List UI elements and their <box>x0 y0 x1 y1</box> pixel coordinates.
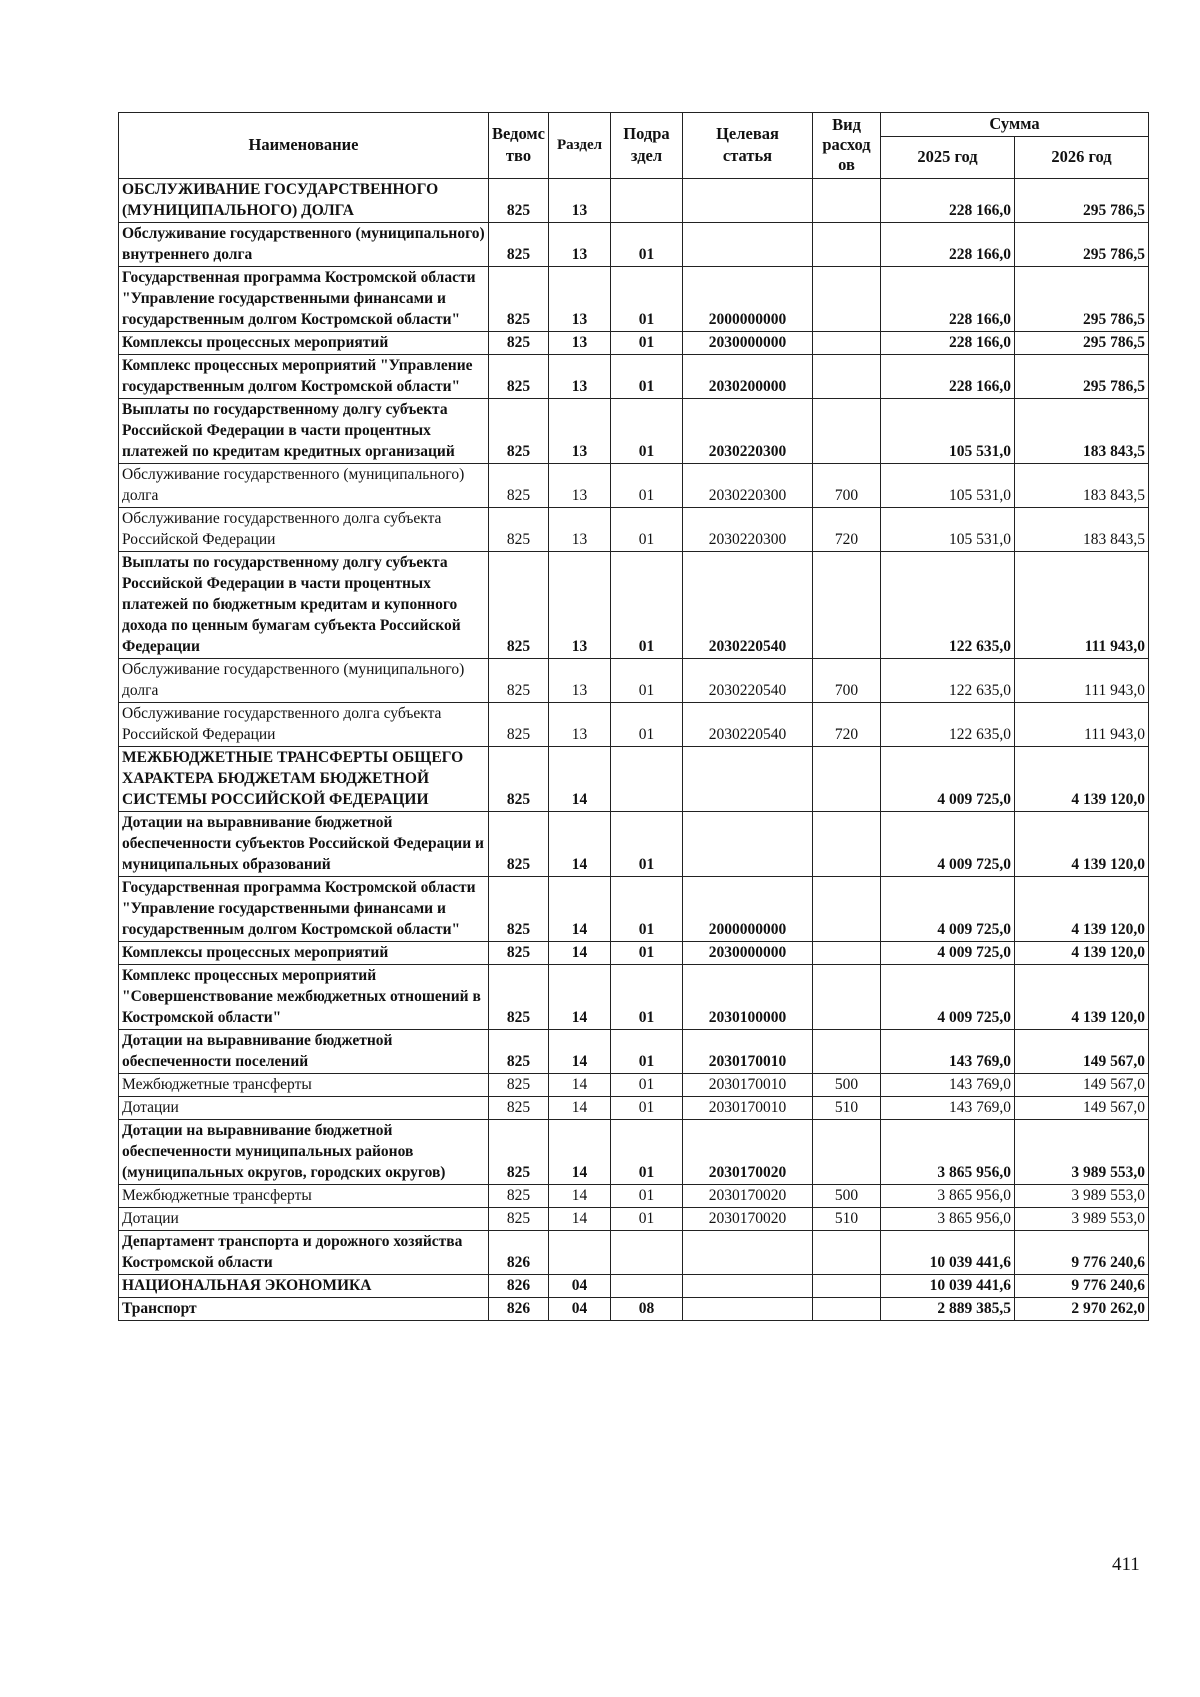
row-ved-cell: 825 <box>489 703 549 747</box>
row-expense-type-cell <box>813 1275 881 1298</box>
row-name-cell: Транспорт <box>119 1298 489 1321</box>
row-podrazdel-cell: 01 <box>611 332 683 355</box>
table-row <box>119 1074 1149 1097</box>
row-target-article-cell: 2030170020 <box>683 1185 813 1208</box>
table-row <box>119 965 1149 1030</box>
row-sum-2025-cell: 4 009 725,0 <box>881 747 1015 812</box>
row-podrazdel-cell: 01 <box>611 1185 683 1208</box>
row-expense-type-cell: 700 <box>813 659 881 703</box>
row-ved-cell: 825 <box>489 1074 549 1097</box>
row-ved-cell: 825 <box>489 179 549 223</box>
row-sum-2026-cell: 4 139 120,0 <box>1015 812 1149 877</box>
row-podrazdel-cell: 01 <box>611 812 683 877</box>
row-target-article-cell: 2030100000 <box>683 965 813 1030</box>
row-target-article-cell: 2030170020 <box>683 1120 813 1185</box>
row-expense-type-cell <box>813 1231 881 1275</box>
row-expense-type-cell: 500 <box>813 1074 881 1097</box>
row-ved-cell: 826 <box>489 1231 549 1275</box>
row-podrazdel-cell: 01 <box>611 877 683 942</box>
row-podrazdel-cell: 01 <box>611 659 683 703</box>
row-name-cell: Межбюджетные трансферты <box>119 1185 489 1208</box>
row-name-cell: Обслуживание государственного (муниципального) долга <box>119 659 489 703</box>
table-row <box>119 355 1149 399</box>
row-target-article-cell: 2030220300 <box>683 508 813 552</box>
row-ved-cell: 825 <box>489 942 549 965</box>
row-sum-2026-cell: 4 139 120,0 <box>1015 965 1149 1030</box>
row-name-cell: Выплаты по государственному долгу субъекта Российской Федерации в части процентных платежей по кредитам кредитных организаций <box>119 399 489 464</box>
row-podrazdel-cell <box>611 1275 683 1298</box>
row-podrazdel-cell <box>611 179 683 223</box>
row-sum-2026-cell: 3 989 553,0 <box>1015 1208 1149 1231</box>
table-row <box>119 267 1149 332</box>
row-sum-2025-cell: 143 769,0 <box>881 1074 1015 1097</box>
row-sum-2025-cell: 3 865 956,0 <box>881 1208 1015 1231</box>
row-target-article-cell <box>683 223 813 267</box>
row-name-cell: Обслуживание государственного долга субъекта Российской Федерации <box>119 508 489 552</box>
row-ved-cell: 826 <box>489 1275 549 1298</box>
row-razdel-cell: 14 <box>549 1097 611 1120</box>
row-podrazdel-cell: 01 <box>611 1074 683 1097</box>
row-ved-cell: 825 <box>489 1030 549 1074</box>
header-ved <box>489 113 549 179</box>
row-target-article-cell <box>683 179 813 223</box>
row-razdel-cell: 04 <box>549 1298 611 1321</box>
row-expense-type-cell <box>813 355 881 399</box>
header-ved-line1: Ведомс <box>492 124 545 143</box>
row-sum-2026-cell: 295 786,5 <box>1015 179 1149 223</box>
page-number: 411 <box>1112 1554 1140 1575</box>
row-sum-2026-cell: 295 786,5 <box>1015 332 1149 355</box>
row-sum-2025-cell: 105 531,0 <box>881 399 1015 464</box>
row-podrazdel-cell <box>611 1231 683 1275</box>
row-sum-2026-cell: 9 776 240,6 <box>1015 1275 1149 1298</box>
header-name: Наименование <box>119 113 489 179</box>
row-expense-type-cell <box>813 1030 881 1074</box>
header-cs-line2: статья <box>722 146 773 165</box>
row-name-cell: Дотации <box>119 1097 489 1120</box>
row-name-cell: ОБСЛУЖИВАНИЕ ГОСУДАРСТВЕННОГО (МУНИЦИПАЛЬНОГО) ДОЛГА <box>119 179 489 223</box>
budget-table <box>118 112 1149 1321</box>
row-name-cell: Дотации на выравнивание бюджетной обеспеченности поселений <box>119 1030 489 1074</box>
header-podr-line1: Подра <box>623 124 670 143</box>
row-podrazdel-cell: 01 <box>611 399 683 464</box>
row-razdel-cell: 14 <box>549 747 611 812</box>
row-ved-cell: 825 <box>489 267 549 332</box>
table-row <box>119 1120 1149 1185</box>
row-ved-cell: 825 <box>489 399 549 464</box>
row-podrazdel-cell: 01 <box>611 942 683 965</box>
row-name-cell: Дотации <box>119 1208 489 1231</box>
table-row <box>119 1097 1149 1120</box>
row-sum-2025-cell: 228 166,0 <box>881 355 1015 399</box>
row-target-article-cell: 2030200000 <box>683 355 813 399</box>
row-sum-2025-cell: 4 009 725,0 <box>881 877 1015 942</box>
row-sum-2025-cell: 228 166,0 <box>881 223 1015 267</box>
header-ved-line2: тво <box>505 146 532 165</box>
header-podr-line2: здел <box>630 146 663 165</box>
row-target-article-cell: 2030220540 <box>683 552 813 659</box>
table-row <box>119 877 1149 942</box>
row-expense-type-cell <box>813 877 881 942</box>
row-ved-cell: 825 <box>489 877 549 942</box>
row-sum-2025-cell: 143 769,0 <box>881 1097 1015 1120</box>
row-target-article-cell: 2030000000 <box>683 332 813 355</box>
header-expense-type <box>813 113 881 179</box>
row-podrazdel-cell: 01 <box>611 552 683 659</box>
table-row <box>119 659 1149 703</box>
table-row <box>119 464 1149 508</box>
row-ved-cell: 825 <box>489 747 549 812</box>
row-expense-type-cell <box>813 812 881 877</box>
row-podrazdel-cell: 01 <box>611 508 683 552</box>
row-sum-2026-cell: 9 776 240,6 <box>1015 1231 1149 1275</box>
row-sum-2026-cell: 111 943,0 <box>1015 659 1149 703</box>
row-podrazdel-cell: 01 <box>611 267 683 332</box>
row-ved-cell: 825 <box>489 552 549 659</box>
table-row <box>119 1275 1149 1298</box>
table-row <box>119 812 1149 877</box>
row-target-article-cell <box>683 1231 813 1275</box>
row-sum-2025-cell: 105 531,0 <box>881 508 1015 552</box>
row-target-article-cell <box>683 1275 813 1298</box>
row-razdel-cell: 13 <box>549 508 611 552</box>
row-sum-2025-cell: 143 769,0 <box>881 1030 1015 1074</box>
row-razdel-cell: 13 <box>549 464 611 508</box>
row-razdel-cell: 04 <box>549 1275 611 1298</box>
header-target-article <box>683 113 813 179</box>
row-expense-type-cell <box>813 552 881 659</box>
row-sum-2025-cell: 4 009 725,0 <box>881 942 1015 965</box>
row-sum-2026-cell: 149 567,0 <box>1015 1030 1149 1074</box>
row-sum-2025-cell: 122 635,0 <box>881 659 1015 703</box>
row-podrazdel-cell: 01 <box>611 1208 683 1231</box>
row-sum-2025-cell: 105 531,0 <box>881 464 1015 508</box>
row-target-article-cell <box>683 747 813 812</box>
row-expense-type-cell <box>813 399 881 464</box>
row-name-cell: Комплекс процессных мероприятий "Управление государственным долгом Костромской области" <box>119 355 489 399</box>
table-row <box>119 332 1149 355</box>
row-ved-cell: 825 <box>489 332 549 355</box>
header-vr-line1: Вид <box>832 115 861 134</box>
row-expense-type-cell: 510 <box>813 1097 881 1120</box>
row-razdel-cell <box>549 1231 611 1275</box>
table-row <box>119 399 1149 464</box>
row-target-article-cell: 2030170010 <box>683 1097 813 1120</box>
row-sum-2025-cell: 228 166,0 <box>881 179 1015 223</box>
header-summa: Сумма <box>881 113 1149 137</box>
header-razdel: Раздел <box>549 113 611 179</box>
row-target-article-cell: 2030220540 <box>683 703 813 747</box>
row-target-article-cell: 2030220300 <box>683 399 813 464</box>
row-expense-type-cell: 510 <box>813 1208 881 1231</box>
row-ved-cell: 825 <box>489 659 549 703</box>
row-name-cell: Обслуживание государственного (муниципального) долга <box>119 464 489 508</box>
row-podrazdel-cell: 01 <box>611 1097 683 1120</box>
row-ved-cell: 825 <box>489 1120 549 1185</box>
row-target-article-cell: 2000000000 <box>683 877 813 942</box>
row-sum-2025-cell: 122 635,0 <box>881 703 1015 747</box>
row-expense-type-cell <box>813 965 881 1030</box>
row-razdel-cell: 13 <box>549 179 611 223</box>
row-sum-2025-cell: 10 039 441,6 <box>881 1275 1015 1298</box>
row-razdel-cell: 14 <box>549 1185 611 1208</box>
row-razdel-cell: 14 <box>549 877 611 942</box>
row-ved-cell: 825 <box>489 464 549 508</box>
header-vr-line2: расход <box>822 135 871 154</box>
table-row <box>119 703 1149 747</box>
row-sum-2026-cell: 111 943,0 <box>1015 703 1149 747</box>
row-podrazdel-cell: 01 <box>611 965 683 1030</box>
table-row <box>119 1208 1149 1231</box>
row-name-cell: Комплексы процессных мероприятий <box>119 942 489 965</box>
row-sum-2025-cell: 3 865 956,0 <box>881 1120 1015 1185</box>
row-razdel-cell: 13 <box>549 223 611 267</box>
table-row <box>119 179 1149 223</box>
row-sum-2025-cell: 10 039 441,6 <box>881 1231 1015 1275</box>
row-target-article-cell: 2030220540 <box>683 659 813 703</box>
row-ved-cell: 825 <box>489 965 549 1030</box>
row-name-cell: Выплаты по государственному долгу субъекта Российской Федерации в части процентных платежей по бюджетным кредитам и купонного дохода по ценным бумагам субъекта Российской Федерации <box>119 552 489 659</box>
table-header <box>119 113 1149 179</box>
row-sum-2026-cell: 183 843,5 <box>1015 464 1149 508</box>
row-razdel-cell: 13 <box>549 267 611 332</box>
row-podrazdel-cell: 01 <box>611 223 683 267</box>
row-expense-type-cell: 700 <box>813 464 881 508</box>
row-razdel-cell: 14 <box>549 1074 611 1097</box>
row-sum-2026-cell: 4 139 120,0 <box>1015 942 1149 965</box>
table-row <box>119 552 1149 659</box>
row-sum-2025-cell: 4 009 725,0 <box>881 965 1015 1030</box>
row-razdel-cell: 14 <box>549 1030 611 1074</box>
row-razdel-cell: 13 <box>549 355 611 399</box>
row-expense-type-cell <box>813 267 881 332</box>
row-sum-2026-cell: 295 786,5 <box>1015 355 1149 399</box>
row-razdel-cell: 14 <box>549 812 611 877</box>
header-cs-line1: Целевая <box>716 124 779 143</box>
row-sum-2026-cell: 111 943,0 <box>1015 552 1149 659</box>
budget-table-container <box>118 112 1148 1321</box>
row-expense-type-cell: 500 <box>813 1185 881 1208</box>
row-expense-type-cell <box>813 1120 881 1185</box>
row-sum-2026-cell: 295 786,5 <box>1015 223 1149 267</box>
row-razdel-cell: 14 <box>549 942 611 965</box>
row-expense-type-cell <box>813 942 881 965</box>
header-podrazdel <box>611 113 683 179</box>
table-body <box>119 179 1149 1321</box>
row-podrazdel-cell <box>611 747 683 812</box>
row-sum-2025-cell: 228 166,0 <box>881 332 1015 355</box>
row-sum-2025-cell: 2 889 385,5 <box>881 1298 1015 1321</box>
row-name-cell: Государственная программа Костромской области "Управление государственными финансами и государственным долгом Костромской области" <box>119 877 489 942</box>
row-ved-cell: 825 <box>489 812 549 877</box>
row-expense-type-cell: 720 <box>813 508 881 552</box>
row-sum-2026-cell: 4 139 120,0 <box>1015 747 1149 812</box>
row-expense-type-cell <box>813 1298 881 1321</box>
row-sum-2026-cell: 183 843,5 <box>1015 399 1149 464</box>
row-target-article-cell: 2030000000 <box>683 942 813 965</box>
row-ved-cell: 826 <box>489 1298 549 1321</box>
table-row <box>119 1030 1149 1074</box>
row-expense-type-cell <box>813 747 881 812</box>
row-razdel-cell: 13 <box>549 659 611 703</box>
row-podrazdel-cell: 01 <box>611 703 683 747</box>
row-razdel-cell: 14 <box>549 1120 611 1185</box>
row-sum-2025-cell: 3 865 956,0 <box>881 1185 1015 1208</box>
row-sum-2026-cell: 2 970 262,0 <box>1015 1298 1149 1321</box>
row-razdel-cell: 13 <box>549 703 611 747</box>
row-name-cell: Дотации на выравнивание бюджетной обеспеченности муниципальных районов (муниципальных округов, городских округов) <box>119 1120 489 1185</box>
row-name-cell: НАЦИОНАЛЬНАЯ ЭКОНОМИКА <box>119 1275 489 1298</box>
row-razdel-cell: 14 <box>549 1208 611 1231</box>
row-podrazdel-cell: 01 <box>611 1120 683 1185</box>
table-row <box>119 1185 1149 1208</box>
table-row <box>119 1298 1149 1321</box>
row-ved-cell: 825 <box>489 1185 549 1208</box>
row-name-cell: Обслуживание государственного долга субъекта Российской Федерации <box>119 703 489 747</box>
row-podrazdel-cell: 08 <box>611 1298 683 1321</box>
row-name-cell: Комплекс процессных мероприятий "Совершенствование межбюджетных отношений в Костромской области" <box>119 965 489 1030</box>
row-target-article-cell: 2030170010 <box>683 1074 813 1097</box>
row-name-cell: Государственная программа Костромской области "Управление государственными финансами и государственным долгом Костромской области" <box>119 267 489 332</box>
row-target-article-cell: 2000000000 <box>683 267 813 332</box>
row-ved-cell: 825 <box>489 1097 549 1120</box>
row-target-article-cell: 2030220300 <box>683 464 813 508</box>
row-name-cell: Дотации на выравнивание бюджетной обеспеченности субъектов Российской Федерации и муниципальных образований <box>119 812 489 877</box>
row-ved-cell: 825 <box>489 508 549 552</box>
row-expense-type-cell <box>813 223 881 267</box>
row-ved-cell: 825 <box>489 355 549 399</box>
row-podrazdel-cell: 01 <box>611 355 683 399</box>
table-row <box>119 223 1149 267</box>
header-year-2025: 2025 год <box>881 137 1015 179</box>
row-expense-type-cell <box>813 179 881 223</box>
row-target-article-cell: 2030170020 <box>683 1208 813 1231</box>
row-name-cell: Департамент транспорта и дорожного хозяйства Костромской области <box>119 1231 489 1275</box>
row-podrazdel-cell: 01 <box>611 464 683 508</box>
row-sum-2026-cell: 149 567,0 <box>1015 1074 1149 1097</box>
row-sum-2026-cell: 3 989 553,0 <box>1015 1120 1149 1185</box>
row-target-article-cell: 2030170010 <box>683 1030 813 1074</box>
row-name-cell: Комплексы процессных мероприятий <box>119 332 489 355</box>
row-expense-type-cell <box>813 332 881 355</box>
row-razdel-cell: 13 <box>549 332 611 355</box>
header-year-2026: 2026 год <box>1015 137 1149 179</box>
row-target-article-cell <box>683 812 813 877</box>
row-name-cell: МЕЖБЮДЖЕТНЫЕ ТРАНСФЕРТЫ ОБЩЕГО ХАРАКТЕРА БЮДЖЕТАМ БЮДЖЕТНОЙ СИСТЕМЫ РОССИЙСКОЙ ФЕДЕРАЦИИ <box>119 747 489 812</box>
header-vr-line3: ов <box>838 155 855 174</box>
row-name-cell: Обслуживание государственного (муниципального) внутреннего долга <box>119 223 489 267</box>
row-ved-cell: 825 <box>489 1208 549 1231</box>
table-row <box>119 942 1149 965</box>
row-podrazdel-cell: 01 <box>611 1030 683 1074</box>
row-sum-2026-cell: 149 567,0 <box>1015 1097 1149 1120</box>
row-razdel-cell: 13 <box>549 552 611 659</box>
row-expense-type-cell: 720 <box>813 703 881 747</box>
row-target-article-cell <box>683 1298 813 1321</box>
table-row <box>119 1231 1149 1275</box>
row-sum-2026-cell: 295 786,5 <box>1015 267 1149 332</box>
row-ved-cell: 825 <box>489 223 549 267</box>
row-sum-2026-cell: 3 989 553,0 <box>1015 1185 1149 1208</box>
row-razdel-cell: 14 <box>549 965 611 1030</box>
row-name-cell: Межбюджетные трансферты <box>119 1074 489 1097</box>
row-razdel-cell: 13 <box>549 399 611 464</box>
row-sum-2026-cell: 183 843,5 <box>1015 508 1149 552</box>
table-row <box>119 747 1149 812</box>
row-sum-2026-cell: 4 139 120,0 <box>1015 877 1149 942</box>
row-sum-2025-cell: 4 009 725,0 <box>881 812 1015 877</box>
row-sum-2025-cell: 122 635,0 <box>881 552 1015 659</box>
table-row <box>119 508 1149 552</box>
row-sum-2025-cell: 228 166,0 <box>881 267 1015 332</box>
